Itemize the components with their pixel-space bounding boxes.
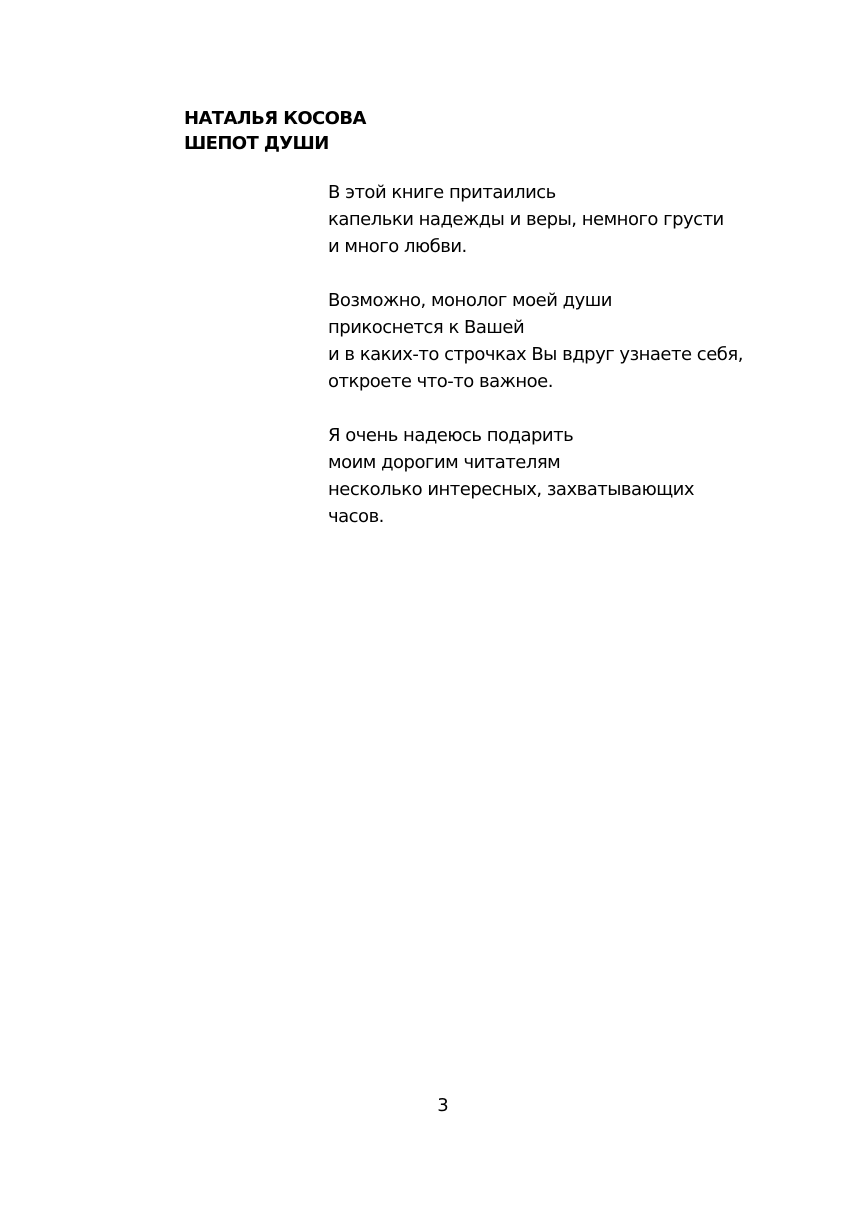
text-line: часов. [328,506,384,527]
author-name: НАТАЛЬЯ КОСОВА [184,108,366,129]
text-line: и много любви. [328,236,467,257]
text-line: В этой книге притаились [328,182,556,203]
text-line: прикоснется к Вашей [328,317,525,338]
stanza-2 [328,287,828,395]
book-title: ШЕПОТ ДУШИ [184,133,329,154]
text-line: и в каких-то строчках Вы вдруг узнаете себя, [328,344,743,365]
page-number: 3 [437,1095,449,1116]
stanza-3 [328,422,828,530]
page-header [184,106,366,156]
text-line: Возможно, монолог моей души [328,290,612,311]
intro-text [328,179,828,557]
text-line: Я очень надеюсь подарить [328,425,574,446]
text-line: моим дорогим читателям [328,452,561,473]
stanza-1 [328,179,828,260]
text-line: откроете что-то важное. [328,371,553,392]
text-line: несколько интересных, захватывающих [328,479,695,500]
text-line: капельки надежды и веры, немного грусти [328,209,724,230]
